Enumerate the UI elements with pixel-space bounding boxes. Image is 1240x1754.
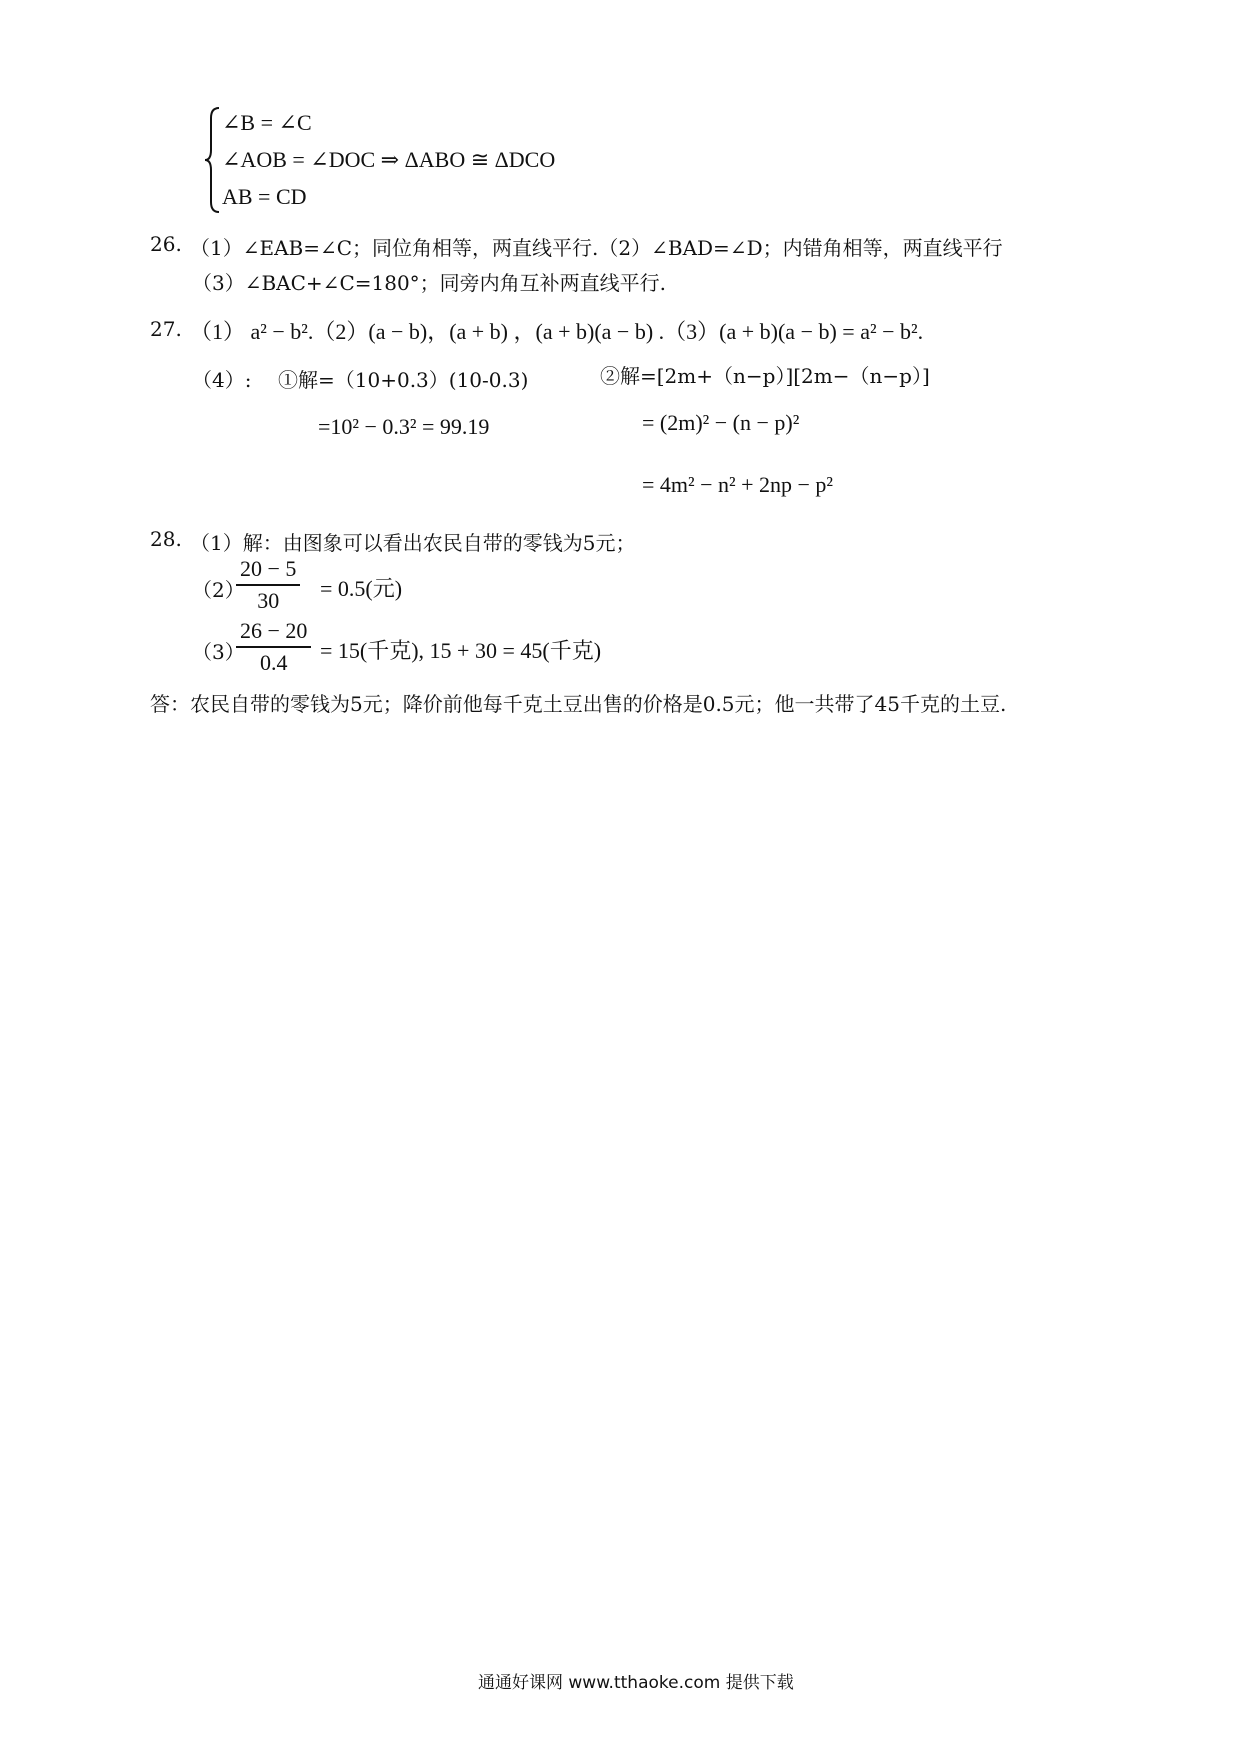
footer-text: 通通好课网 www.tthaoke.com 提供下载 (478, 1673, 794, 1693)
q28-part3-label: （3） (192, 640, 245, 664)
q27-part4-label: （4）: (192, 368, 252, 392)
q28-part2-result: = 0.5(元) (320, 576, 403, 601)
q27-solution2-line-2: = (2m)² − (n − p)² (642, 410, 800, 435)
q28-answer: 答：农民自带的零钱为5元；降价前他每千克土豆出售的价格是0.5元；他一共带了45千克的土豆. (150, 692, 1007, 716)
q28-part3-denominator: 0.4 (259, 650, 288, 675)
q27-solution2-line-1: ②解=[2m+（n−p）][2m−（n−p）] (600, 364, 930, 388)
q27-solution1-line-1: ①解=（10+0.3）(10-0.3) (278, 368, 529, 392)
q26-line-2: （3）∠BAC+∠C=180°；同旁内角互补两直线平行. (192, 271, 667, 295)
system-line-1: ∠B = ∠C (222, 110, 312, 135)
q28-part2-denominator: 30 (257, 588, 280, 613)
q28-part3-fraction (236, 618, 311, 676)
q28-line-1: （1）解：由图象可以看出农民自带的零钱为5元； (190, 531, 636, 555)
q28-part2-numerator: 20 − 5 (236, 556, 300, 586)
q28-part3-numerator: 26 − 20 (236, 618, 311, 648)
system-line-3: AB = CD (222, 184, 307, 209)
q27-solution2-line-3: = 4m² − n² + 2np − p² (642, 472, 834, 497)
q28-part2-fraction (236, 556, 300, 614)
left-brace-icon (203, 104, 223, 216)
q26-number: 26. (150, 232, 182, 256)
q28-number: 28. (150, 527, 182, 551)
q27-number: 27. (150, 317, 182, 341)
q27-solution1-line-2: =10² − 0.3² = 99.19 (318, 414, 490, 439)
q26-line-1: （1）∠EAB=∠C；同位角相等，两直线平行.（2）∠BAD=∠D；内错角相等，两直线平行 (190, 236, 1003, 260)
system-line-2: ∠AOB = ∠DOC ⇒ ΔABO ≅ ΔDCO (222, 147, 556, 172)
q27-line-1: （1） a² − b².（2）(a − b)，(a + b) ，(a + b)(a − b) .（3）(a + b)(a − b) = a² − b². (190, 319, 924, 344)
q28-part3-result: = 15(千克), 15 + 30 = 45(千克) (320, 638, 602, 663)
q28-part2-label: （2） (192, 578, 245, 602)
